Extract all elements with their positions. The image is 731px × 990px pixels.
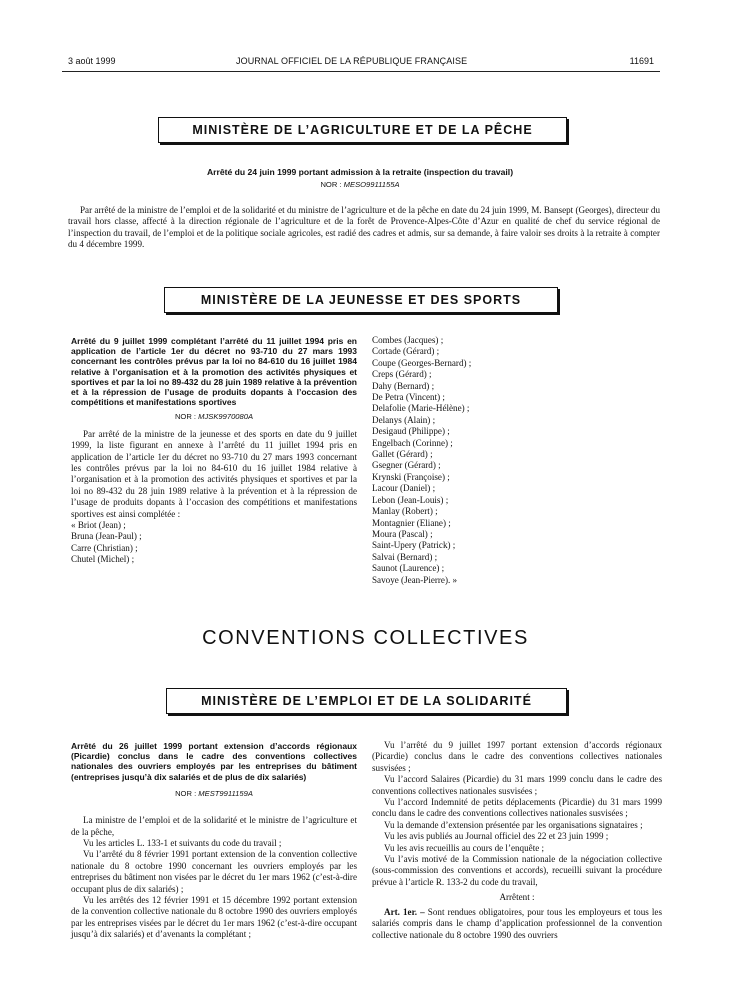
list-item: Creps (Gérard) ; <box>372 369 432 380</box>
list-item: Bruna (Jean-Paul) ; <box>71 531 142 542</box>
arrete-retraite-title: Arrêté du 24 juin 1999 portant admission à la retraite (inspection du travail) <box>206 167 514 177</box>
paragraph: Vu l’accord Indemnité de petits déplacements (Picardie) du 31 mars 1999 conclu dans le cadre des conventions collectives nationales susvisées ; <box>372 797 662 819</box>
list-item: Carre (Christian) ; <box>71 542 138 553</box>
list-item: Lacour (Daniel) ; <box>372 483 436 494</box>
arrete-jeunesse-nor <box>71 411 357 422</box>
list-item: Coupe (Georges-Bernard) ; <box>372 357 472 368</box>
list-item: Savoye (Jean-Pierre). » <box>372 574 458 585</box>
paragraph: Vu les avis publiés au Journal officiel des 22 et 23 juin 1999 ; <box>384 831 609 842</box>
article-text: Sont rendues obligatoires, pour tous les employeurs et tous les salariés compris dans le champ d’application professionnel de la convention collective nationale du 8 octobre 1990 des ouvriers <box>372 906 662 940</box>
arretent-line: Arrêtent : <box>499 892 535 903</box>
list-item: Salvai (Bernard) ; <box>372 551 438 562</box>
nor-label: NOR : <box>320 180 344 189</box>
list-item: Lebon (Jean-Louis) ; <box>372 494 449 505</box>
arrete-extension-nor <box>71 788 357 799</box>
list-item: Moura (Pascal) ; <box>372 528 433 539</box>
nor-label: NOR : <box>174 412 199 422</box>
arrete-extension-title: Arrêté du 26 juillet 1999 portant extension d’accords régionaux (Picardie) conclus dans le cadre des conventions collectives nationales des ouvriers employés par les entreprises du bâtiment (entreprises jusqu’à dix salariés et de plus de dix salariés) <box>71 741 357 782</box>
list-item: Desigaud (Philippe) ; <box>372 426 450 437</box>
list-item: Delafolie (Marie-Hélène) ; <box>372 403 470 414</box>
paragraph: Vu les avis recueillis au cours de l’enquête ; <box>384 842 545 853</box>
list-item: Cortade (Gérard) ; <box>372 346 440 357</box>
header-rule <box>62 71 660 72</box>
paragraph: Vu l’avis motivé de la Commission nationale de la négociation collective (sous-commission des conventions et accords), recueilli suivant la procédure prévue à l’article R. 133-2 du code du travail, <box>372 854 662 887</box>
header-date: 3 août 1999 <box>68 56 116 66</box>
list-item: Delanys (Alain) ; <box>372 414 436 425</box>
paragraph: La ministre de l’emploi et de la solidarité et le ministre de l’agriculture et de la pêche, <box>71 815 357 837</box>
arrete-jeunesse-title: Arrêté du 9 juillet 1999 complétant l’arrêté du 11 juillet 1994 pris en application de l’article 1er du décret no 93-710 du 27 mars 1993 concernant les contrôles prévus par la loi no 84-610 du 16 juillet 1984 relative à l’organisation et à la promotion des activités physiques et sportives et par la loi no 89-432 du 28 juin 1989 relative à la prévention et à la répression de l’usage de produits dopants à l’occasion des compétitions et manifestations sportives <box>71 336 357 408</box>
list-item: Chutel (Michel) ; <box>71 554 135 565</box>
running-header <box>68 56 654 70</box>
list-item: Saint-Upery (Patrick) ; <box>372 540 456 551</box>
nor-code: MESO9911155A <box>343 180 400 189</box>
column-emploi-left <box>71 741 357 941</box>
conventions-collectives-heading: CONVENTIONS COLLECTIVES <box>202 627 529 649</box>
list-item: Engelbach (Corinne) ; <box>372 437 453 448</box>
paragraph: Vu l’arrêté du 8 février 1991 portant extension de la convention collective nationale du 8 octobre 1990 concernant les ouvriers employés par les entreprises du bâtiment non visées par le décret du 1er mars 1962 (c’est-à-dire occupant plus de dix salariés) ; <box>71 849 357 894</box>
paragraph: Vu l’arrêté du 9 juillet 1997 portant extension d’accords régionaux (Picardie) conclus dans le cadre des conventions collectives nationales susvisées ; <box>372 740 662 773</box>
ministry-jeunesse-box: MINISTÈRE DE LA JEUNESSE ET DES SPORTS <box>164 287 558 313</box>
nor-label: NOR : <box>175 788 199 798</box>
article-1 <box>372 907 662 941</box>
nor-code: MEST9911159A <box>198 788 253 798</box>
column-emploi-right <box>372 740 662 941</box>
column-jeunesse-left <box>71 336 357 566</box>
paragraph: Vu les articles L. 133-1 et suivants du code du travail ; <box>83 838 282 849</box>
list-item: De Petra (Vincent) ; <box>372 392 445 403</box>
list-item: Krynski (Françoise) ; <box>372 471 450 482</box>
header-journal-title: JOURNAL OFFICIEL DE LA RÉPUBLIQUE FRANÇAISE <box>236 56 468 66</box>
list-item: Gallet (Gérard) ; <box>372 449 433 460</box>
nor-code: MJSK9970080A <box>198 412 254 422</box>
column-jeunesse-right <box>372 335 662 586</box>
article-label: Art. 1er. – <box>384 906 425 917</box>
arrete-jeunesse-body: Par arrêté de la ministre de la jeunesse et des sports en date du 9 juillet 1999, la liste figurant en annexe à l’arrêté du 11 juillet 1994 pris en application de l’article 1er du décret no 93-710 du 27 mars 1993 concernant les contrôles prévus par la loi no 84-610 du 16 juillet 1984 relative à l’organisation et à la promotion des activités physiques et sportives et par la loi no 89-432 du 28 juin 1989 relative à la prévention et à la répression de l’usage de produits dopants à l’occasion des compétitions et manifestations sportives est ainsi complétée : <box>71 428 357 519</box>
list-item: Combes (Jacques) ; <box>372 335 444 345</box>
ministry-emploi-box: MINISTÈRE DE L’EMPLOI ET DE LA SOLIDARITÉ <box>166 688 567 714</box>
list-item: Dahy (Bernard) ; <box>372 380 435 391</box>
paragraph: Vu l’accord Salaires (Picardie) du 31 mars 1999 conclu dans le cadre des conventions collectives nationales susvisées ; <box>372 774 662 796</box>
ministry-agriculture-box: MINISTÈRE DE L’AGRICULTURE ET DE LA PÊCHE <box>158 117 567 143</box>
list-item: « Briot (Jean) ; <box>71 520 126 531</box>
list-item: Saunot (Laurence) ; <box>372 563 445 574</box>
list-item: Manlay (Robert) ; <box>372 506 438 517</box>
list-item: Gsegner (Gérard) ; <box>372 460 441 471</box>
paragraph: Vu la demande d’extension présentée par les organisations signataires ; <box>384 819 643 830</box>
list-item: Montagnier (Eliane) ; <box>372 517 451 528</box>
arrete-retraite-nor <box>80 180 640 189</box>
paragraph: Vu les arrêtés des 12 février 1991 et 15 décembre 1992 portant extension de la convention collective nationale du 8 octobre 1990 des ouvriers employés par les entreprises visées par le décret du 1er mars 1962 (c’est-à-dire occupant jusqu’à dix salariés) et d’avenants la complétant ; <box>71 895 357 940</box>
header-page-number: 11691 <box>629 56 654 66</box>
arrete-retraite-body: Par arrêté de la ministre de l’emploi et de la solidarité et du ministre de l’agriculture et de la pêche en date du 24 juin 1999, M. Bansept (Georges), directeur du travail hors classe, affecté à la direction régionale de l’agriculture et de la forêt de Provence-Alpes-Côte d’Azur en qualité de chef du service régional de l’inspection du travail, de l’emploi et de la politique sociale agricoles, est radié des cadres et admis, sur sa demande, à faire valoir ses droits à la retraite à compter du 4 décembre 1999. <box>68 205 660 250</box>
